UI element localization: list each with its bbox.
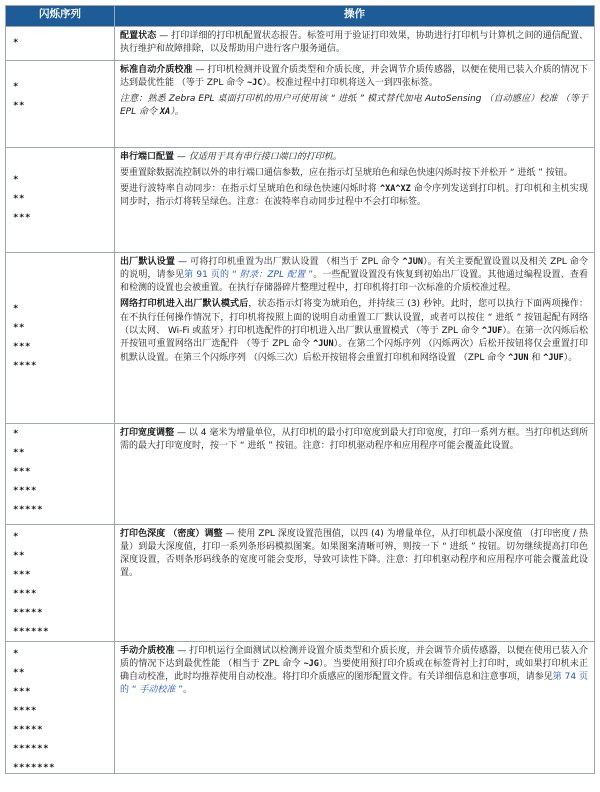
flash-stars: ****** <box>13 743 50 754</box>
action-paragraph: 网络打印机进入出厂默认模式后，状态指示灯将变为琥珀色，并持续三 (3) 秒钟。此时，您可以执行下面两项操作：在不执行任何操作情况下，打印机将按照上面的说明自动重置工厂默认设置，或者可以按住 “ 进纸 ” 按钮起配有网络 （以太网、 Wi-Fi 或蓝牙）打印机选配件的打印机进入出厂默认重置模式 （等于 ZPL 命令 ^JUF）。在第一次闪烁后松开按钮可重置网络出厂选配件 （等于 ZPL 命令 ^JUN）。在第二个闪烁序列 （闪烁两次）后松开按钮将仅会重置打印机默认设置。在第三个闪烁序列 （闪烁三次）后松开按钮将会重置打印机和网络设置 （ZPL 命令 ^JUN 和 ^JUF）。 <box>120 299 588 363</box>
flash-stars: * <box>13 38 20 48</box>
flash-stars: ** <box>13 100 26 111</box>
flash-stars: **** <box>13 588 38 599</box>
header-flash-sequence: 闪烁序列 <box>6 6 115 27</box>
flash-stars: **** <box>13 705 38 716</box>
zpl-command: ^JUN <box>313 339 334 350</box>
action-title: 配置状态 <box>120 31 157 41</box>
flash-stars: **** <box>13 485 38 496</box>
zpl-command: ^JUN <box>508 352 529 363</box>
flash-stars: * <box>13 531 20 542</box>
flash-stars: *** <box>13 466 32 477</box>
flash-stars: ** <box>13 322 26 333</box>
table-row <box>6 147 595 252</box>
action-cell <box>115 423 595 524</box>
flash-sequence-cell <box>6 252 115 423</box>
flash-stars: ** <box>13 550 26 561</box>
action-title: 串行端口配置 <box>120 151 175 162</box>
flash-sequence-cell <box>6 524 115 641</box>
table-row <box>6 252 595 423</box>
flash-sequence-cell <box>6 60 115 147</box>
epl-command: XA <box>159 107 171 118</box>
zpl-command: ^JUN <box>402 256 423 267</box>
action-paragraph: 手动介质校准 — 打印机运行全面测试以检测并设置介质类型和介质长度，并会调节介质传感器，以便在使用已装入介质的情况下达到最优性能 （相当于 ZPL 命令 ~JG）。当要使用预打印介质或在标签背衬上打印时，或如果打印机未正确自动校准，此时均推荐使用自动校准。将打印介质感应的图形配置文件。有关详细信息和注意事项，请参见第 74 页的 “ 手动校准 ”。 <box>120 645 588 696</box>
action-paragraph: 出厂默认设置 — 可将打印机重置为出厂默认设置 （相当于 ZPL 命令 ^JUN）。有关主要配置设置以及相关 ZPL 命令的说明，请参见第 91 页的 “ 附录：ZPL 配置 ”。一些配置设置没有恢复到初始出厂设置。其他通过编程设置、查看和检测的设置也会被重置。在执行存储器碎片整理过程中，打印机将打印一次标准的介质校准过程。 <box>120 256 588 294</box>
action-title: 标准自动介质校准 <box>120 64 193 75</box>
action-paragraph: 标准自动介质校准 — 打印机检测并设置介质类型和介质长度，并会调节介质传感器，以便在使用已装入介质的情况下达到最优性能 （等于 ZPL 命令 ~JC）。校准过程中打印机将送入一到四张标签。 <box>120 64 588 88</box>
zpl-command: ~JC <box>247 77 263 88</box>
action-subtitle: 网络打印机进入出厂默认模式后 <box>120 299 249 310</box>
action-cell <box>115 27 595 61</box>
flash-stars: ***** <box>13 504 44 515</box>
action-paragraph: 打印宽度调整 — 以 4 毫米为增量单位，从打印机的最小打印宽度到最大打印宽度，打印一系列方框。当打印机达到所需的最大打印宽度时，按一下 “ 进纸 ” 按钮。注意：打印机驱动程序和应用程序可能会覆盖此设置。 <box>120 427 588 451</box>
flash-stars: ***** <box>13 607 44 618</box>
flash-stars: ****** <box>13 626 50 637</box>
flash-stars: ** <box>13 667 26 678</box>
action-paragraph: 要进行波特率自动同步：在指示灯呈琥珀色和绿色快速闪烁时将 ^XA^XZ 命令序列发送到打印机。打印机和主机实现同步时，指示灯将转呈绿色。注意：在波特率自动同步过程中不会打印标签。 <box>120 184 588 208</box>
action-cell <box>115 641 595 773</box>
action-cell <box>115 252 595 423</box>
manual-calibration-link[interactable]: 第 74 页的 “ 手动校准 ” <box>120 672 588 696</box>
action-paragraph: 打印色深度 （密度）调整 — 使用 ZPL 深度设置范围值，以四 (4) 为增量单位，从打印机最小深度值 （打印密度 / 热量）到最大深度值，打印一系列条形码模拟图案。如果图案清晰可辨，则按一下 “ 进纸 ” 按钮。切勿继续提高打印色深度设置，否则条形码线条的宽度可能会变形，导致可读性下降。注意：打印机驱动程序和应用程序可能会覆盖此设置。 <box>120 528 588 579</box>
flash-sequence-cell <box>6 423 115 524</box>
flash-stars: * <box>13 428 20 439</box>
action-title: 打印宽度调整 <box>120 427 175 438</box>
flash-stars: ******* <box>13 762 56 773</box>
flash-stars: *** <box>13 212 32 223</box>
flash-stars: ** <box>13 447 26 458</box>
flash-stars: *** <box>13 569 32 580</box>
flash-stars: * <box>13 648 20 659</box>
note-paragraph: 注意：熟悉 Zebra EPL 桌面打印机的用户可使用该 “ 进纸 ” 模式替代加电 AutoSensing （自动感应）校准 （等于 EPL 命令 XA）。 <box>120 94 588 118</box>
flash-stars: *** <box>13 341 32 352</box>
action-title: 出厂默认设置 <box>120 256 176 267</box>
table-row <box>6 27 595 61</box>
action-paragraph: 串行端口配置 — 仅适用于具有串行接口端口的打印机。 <box>120 151 342 162</box>
flash-stars: * <box>13 81 20 92</box>
table-header-row <box>6 6 595 27</box>
action-title: 手动介质校准 <box>120 645 175 656</box>
zpl-command: ~JG <box>303 658 319 669</box>
flash-stars: ** <box>13 193 26 204</box>
zpl-command: ^XA^XZ <box>380 184 411 195</box>
flash-stars: * <box>13 174 20 185</box>
flash-stars: **** <box>13 360 38 371</box>
appendix-link[interactable]: 第 91 页的 “ 附录：ZPL 配置 ” <box>184 269 314 280</box>
zpl-command: ^JUF <box>481 326 503 337</box>
flash-sequence-cell <box>6 27 115 61</box>
flash-sequence-cell <box>6 147 115 252</box>
action-cell <box>115 60 595 147</box>
flash-stars: ***** <box>13 724 44 735</box>
action-paragraph: 要重置除数据流控制以外的串行端口通信参数，应在指示灯呈琥珀色和绿色快速闪烁时按下并松开 “ 进纸 ” 按钮。 <box>120 167 573 178</box>
flash-stars: * <box>13 303 20 314</box>
table-row <box>6 641 595 773</box>
flash-stars: *** <box>13 686 32 697</box>
table-row <box>6 524 595 641</box>
action-paragraph: 配置状态 — 打印详细的打印机配置状态报告。标签可用于验证打印效果，协助进行打印机与计算机之间的通信配置、执行维护和故障排除，以及帮助用户进行客户服务通信。 <box>120 31 588 55</box>
action-cell <box>115 524 595 641</box>
action-cell <box>115 147 595 252</box>
table-row <box>6 60 595 147</box>
header-action: 操作 <box>115 6 595 27</box>
flash-sequence-table <box>5 5 595 774</box>
flash-sequence-cell <box>6 641 115 773</box>
zpl-command: ^JUF <box>543 352 564 363</box>
table-row <box>6 423 595 524</box>
action-title: 打印色深度 （密度）调整 <box>120 528 223 539</box>
